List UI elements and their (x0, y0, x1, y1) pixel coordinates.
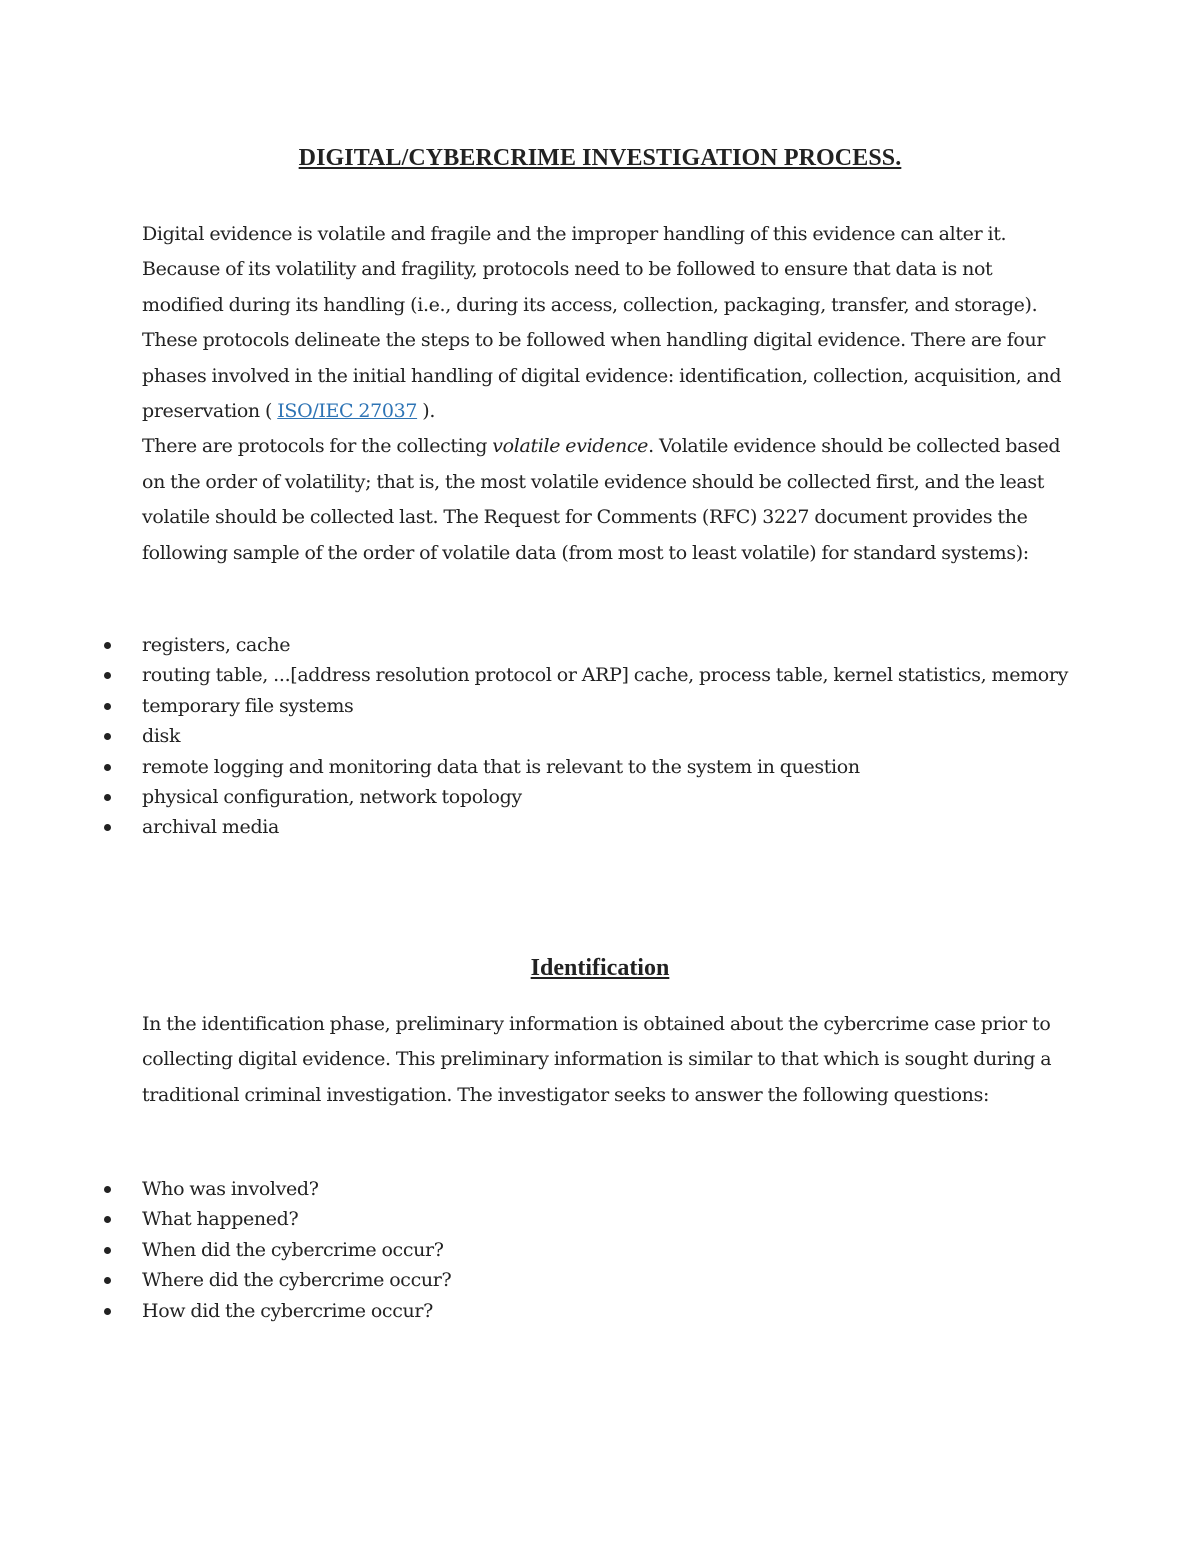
list-item: archival media (142, 812, 1072, 842)
bullet-icon (104, 794, 111, 801)
bullet-icon (104, 642, 111, 649)
bullet-icon (104, 764, 111, 771)
bullet-icon (104, 1186, 111, 1193)
bullet-icon (104, 1216, 111, 1223)
intro-text-end: ). (417, 400, 436, 423)
list-item: How did the cybercrime occur? (142, 1296, 1072, 1326)
volatile-evidence-term: volatile evidence (492, 435, 649, 458)
identification-questions-list (142, 1174, 1072, 1326)
bullet-icon (104, 733, 111, 740)
list-item: routing table, ...[address resolution protocol or ARP] cache, process table, kernel statistics, memory (142, 660, 1072, 690)
bullet-icon (104, 703, 111, 710)
intro-paragraph (142, 217, 1072, 571)
iso-iec-27037-link[interactable]: ISO/IEC 27037 (277, 400, 418, 423)
volatile-text-start: There are protocols for the collecting (142, 435, 493, 458)
bullet-icon (104, 1247, 111, 1254)
list-item: temporary file systems (142, 691, 1072, 721)
identification-paragraph: In the identification phase, preliminary information is obtained about the cybercrime case prior to collecting digital evidence. This preliminary information is similar to that which is sought during a traditional criminal investigation. The investigator seeks to answer the following questions: (142, 1013, 1052, 1106)
list-item: When did the cybercrime occur? (142, 1235, 1072, 1265)
bullet-icon (104, 1308, 111, 1315)
list-item: physical configuration, network topology (142, 782, 1072, 812)
intro-text: Digital evidence is volatile and fragile and the improper handling of this evidence can alter it. Because of its volatility and fragility, protocols need to be followed to ensure that data is not modified during its handling (i.e., during its access, collection, packaging, transfer, and storage). These protocols delineate the steps to be followed when handling digital evidence. There are four phases involved in the initial handling of digital evidence: identification, collection, acquisition, and preservation ( (142, 223, 1062, 423)
bullet-icon (104, 824, 111, 831)
bullet-icon (104, 672, 111, 679)
volatile-text-end: . Volatile evidence should be collected based on the order of volatility; that is, the most volatile evidence should be collected first, and the least volatile should be collected last. The Request for Comments (RFC) 3227 document provides the following sample of the order of volatile data (from most to least volatile) for standard systems): (142, 435, 1061, 564)
list-item: disk (142, 721, 1072, 751)
list-item: What happened? (142, 1204, 1072, 1234)
list-item: registers, cache (142, 630, 1072, 660)
volatility-order-list (142, 630, 1072, 843)
list-item: Who was involved? (142, 1174, 1072, 1204)
list-item: remote logging and monitoring data that is relevant to the system in question (142, 752, 1072, 782)
bullet-icon (104, 1277, 111, 1284)
identification-heading: Identification (530, 955, 670, 981)
list-item: Where did the cybercrime occur? (142, 1265, 1072, 1295)
document-title: DIGITAL/CYBERCRIME INVESTIGATION PROCESS. (298, 145, 902, 171)
